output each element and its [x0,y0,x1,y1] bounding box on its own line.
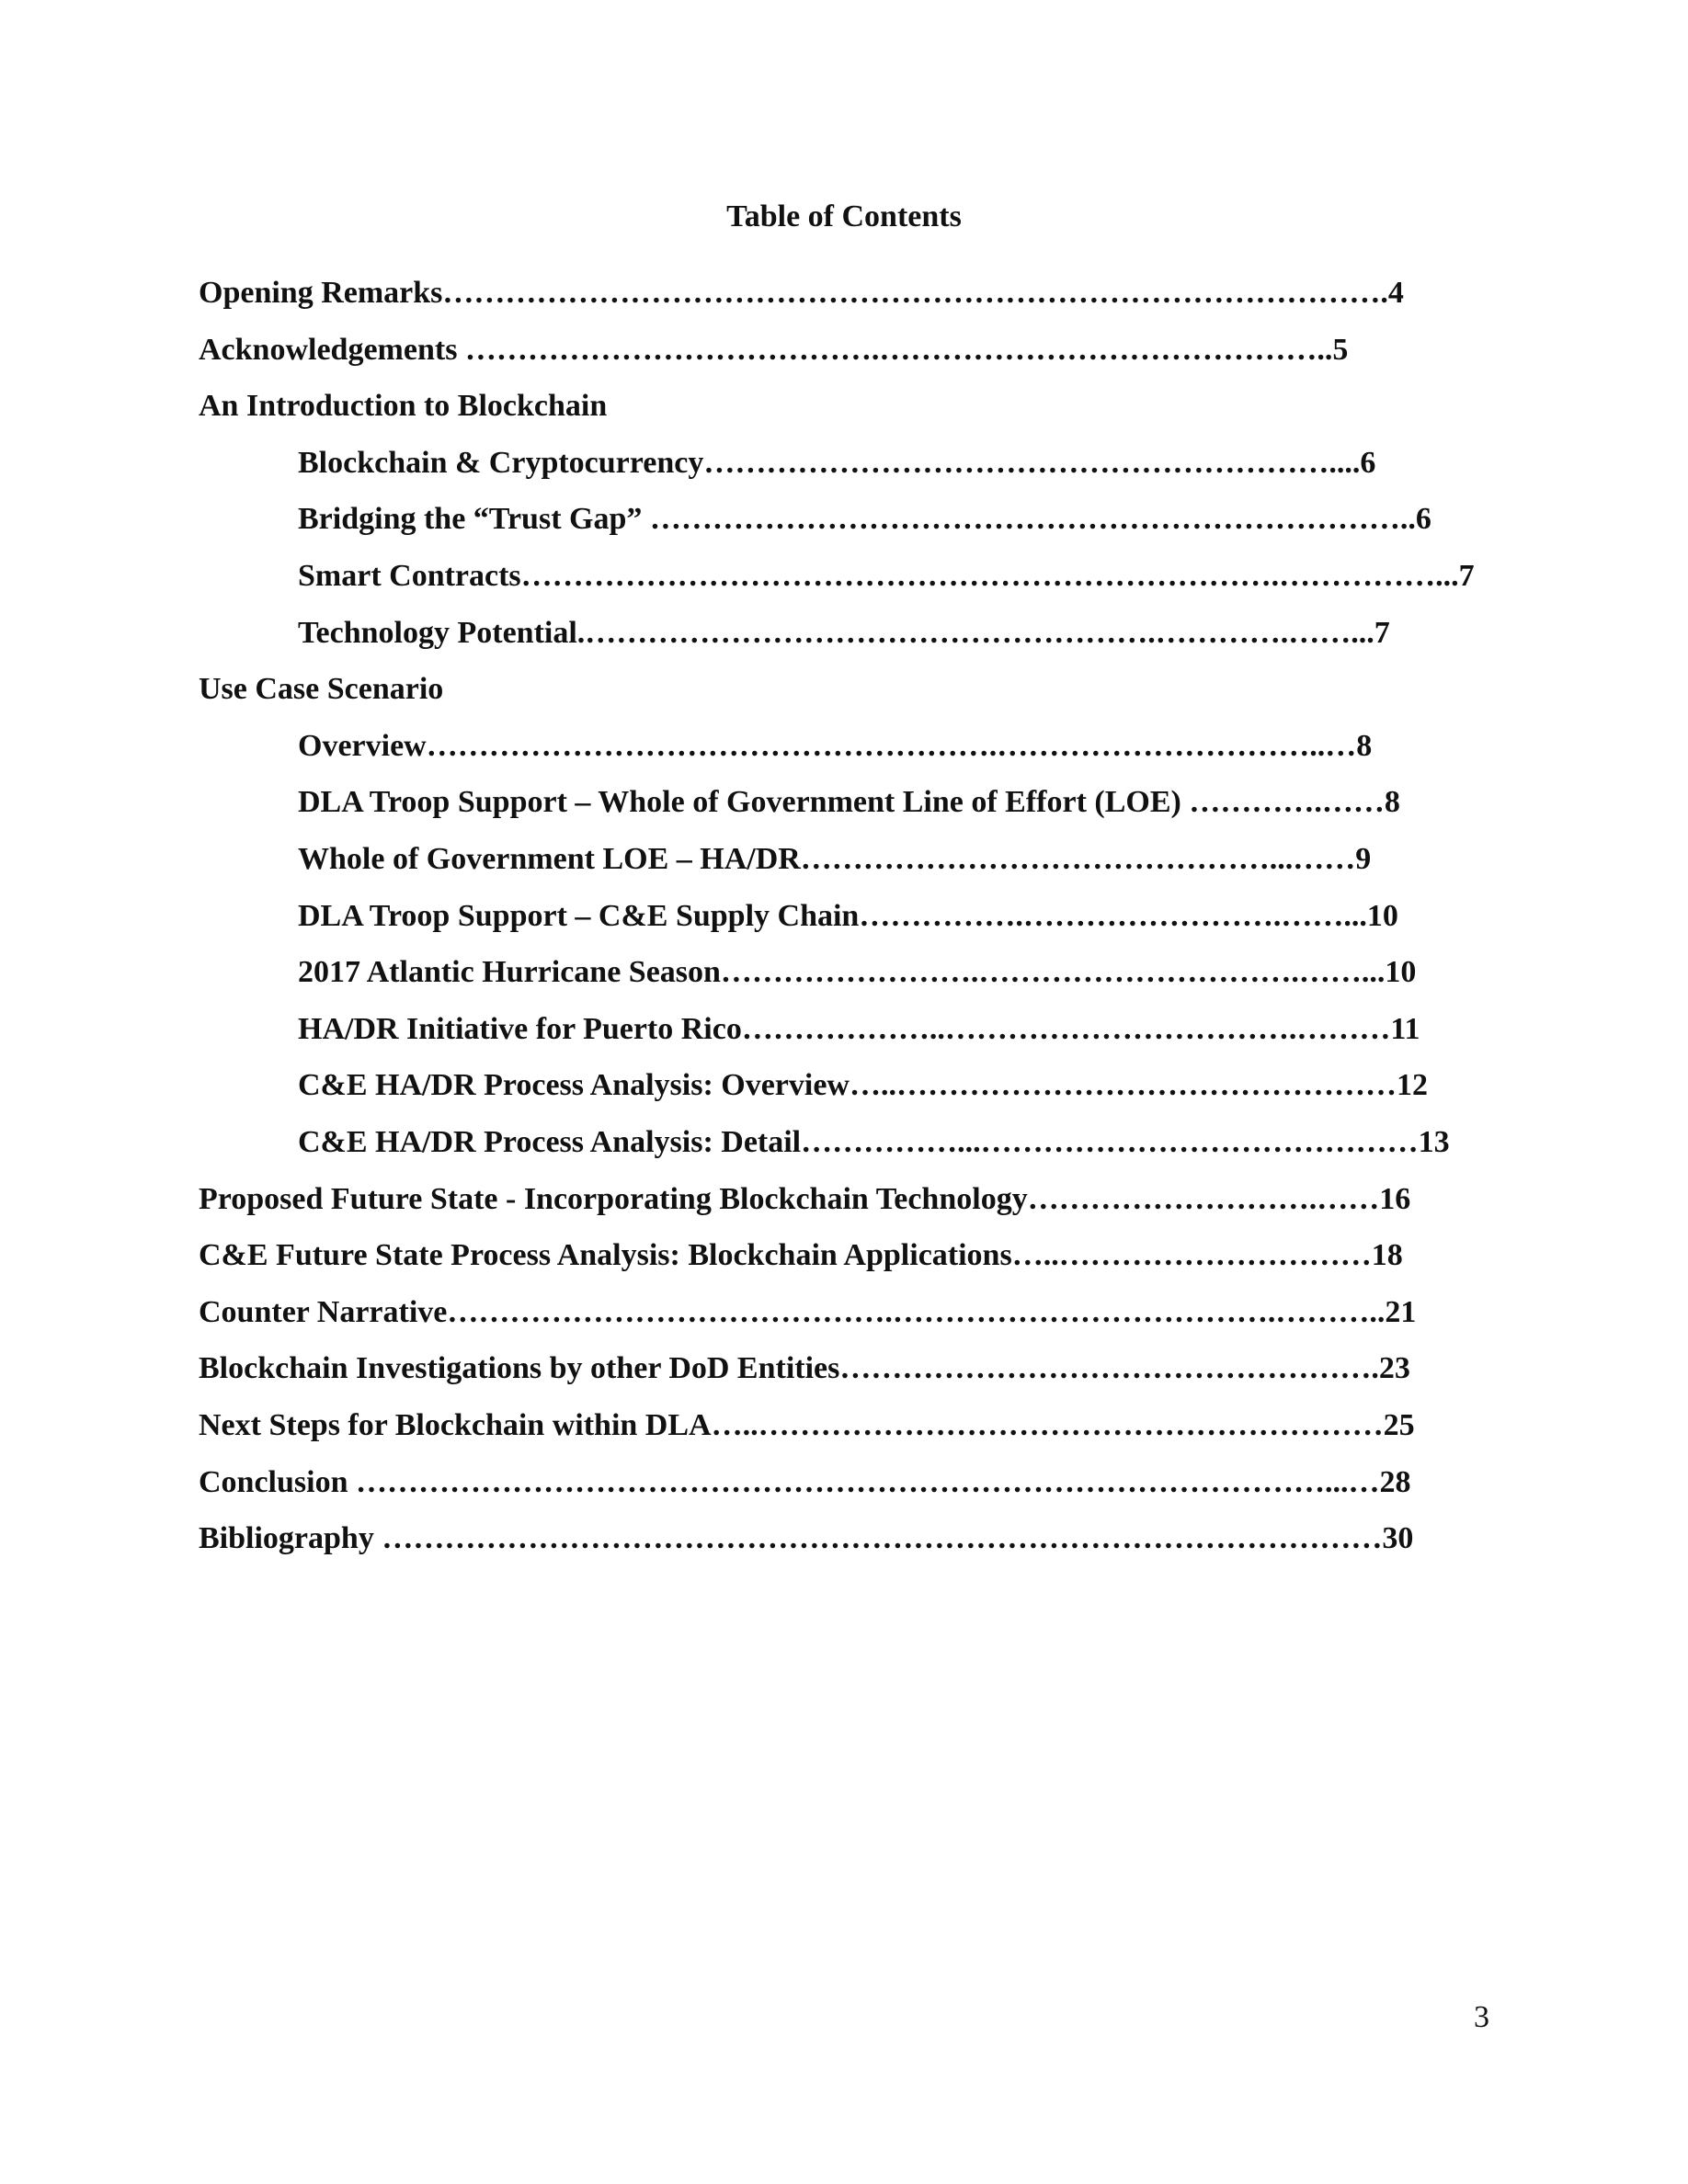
toc-entry-text: Bibliography ……………………………………………………………………………………30 [199,1521,1414,1555]
toc-entry [199,1460,1411,1506]
page-number: 3 [1474,2000,1489,2034]
page-title: Table of Contents [726,199,962,233]
toc-entry [298,1063,1428,1109]
toc-entry [199,327,1348,373]
toc-entry [199,383,607,429]
toc-entry [199,270,1404,316]
toc-entry [298,496,1431,542]
toc-entry [298,723,1372,769]
toc-entry [199,1346,1410,1392]
toc-entry [199,1233,1403,1279]
toc-entry [199,1403,1415,1449]
toc-entry [298,950,1416,995]
toc-entry-text: DLA Troop Support – Whole of Government Line of Effort (LOE) ………….……8 [298,785,1400,819]
toc-entry-text: HA/DR Initiative for Puerto Rico………………..…………………………….………11 [298,1012,1420,1046]
toc-entry-text: Proposed Future State - Incorporating Blockchain Technology……………………….……16 [199,1182,1411,1216]
toc-entry-text: 2017 Atlantic Hurricane Season…………………….………………………….……...10 [298,955,1417,989]
toc-entry [298,779,1400,825]
toc-entry-text: Counter Narrative…………………………………….……………………………….………..21 [199,1295,1417,1329]
toc-entry [298,1007,1420,1052]
toc-entry-text: Blockchain & Cryptocurrency……………………………………………………....6 [298,446,1376,480]
toc-entry [298,553,1475,599]
toc-entry-text: Opening Remarks……………………………………………………………………………….4 [199,276,1404,310]
toc-entry-text: Bridging the “Trust Gap” ………………………………………………………………..6 [298,502,1431,536]
toc-entry-text: Technology Potential.……………………………………………….………….……...7 [298,616,1390,650]
toc-entry [199,1177,1410,1223]
toc-entry-text: Blockchain Investigations by other DoD Entities…………………………………………….23 [199,1351,1410,1385]
toc-entry-text: C&E HA/DR Process Analysis: Overview…..…………………………………………12 [298,1068,1428,1102]
toc-entry [298,440,1375,486]
toc-entry [298,610,1390,656]
toc-entry [199,1290,1416,1336]
toc-entry [298,836,1371,882]
toc-entry [199,1516,1413,1562]
toc-entry-text: An Introduction to Blockchain [199,389,608,423]
toc-entry-text: Smart Contracts……………………………………………………………….……………...7 [298,559,1475,593]
toc-entry [199,666,443,712]
toc-entry-text: DLA Troop Support – C&E Supply Chain…………….…………………….……...10 [298,899,1398,933]
toc-entry [298,1120,1450,1166]
toc-entry-text: C&E Future State Process Analysis: Blockchain Applications…..…………………………18 [199,1238,1403,1272]
toc-entry-text: Acknowledgements ………………………………….……………………………………..5 [199,333,1349,367]
toc-entry-text: Next Steps for Blockchain within DLA…..……………………………………………………25 [199,1408,1415,1442]
toc-entry-text: Use Case Scenario [199,672,444,706]
toc-entry-text: Whole of Government LOE – HA/DR………………………………………...……9 [298,842,1372,876]
toc-entry-text: Conclusion …………………………………………………………………………………...…28 [199,1465,1411,1499]
toc-entry-text: Overview……………………………………………….…………………………..…8 [298,729,1373,763]
toc-entry-text: C&E HA/DR Process Analysis: Detail……………...……………………………………13 [298,1125,1450,1159]
toc-entry [298,893,1398,939]
